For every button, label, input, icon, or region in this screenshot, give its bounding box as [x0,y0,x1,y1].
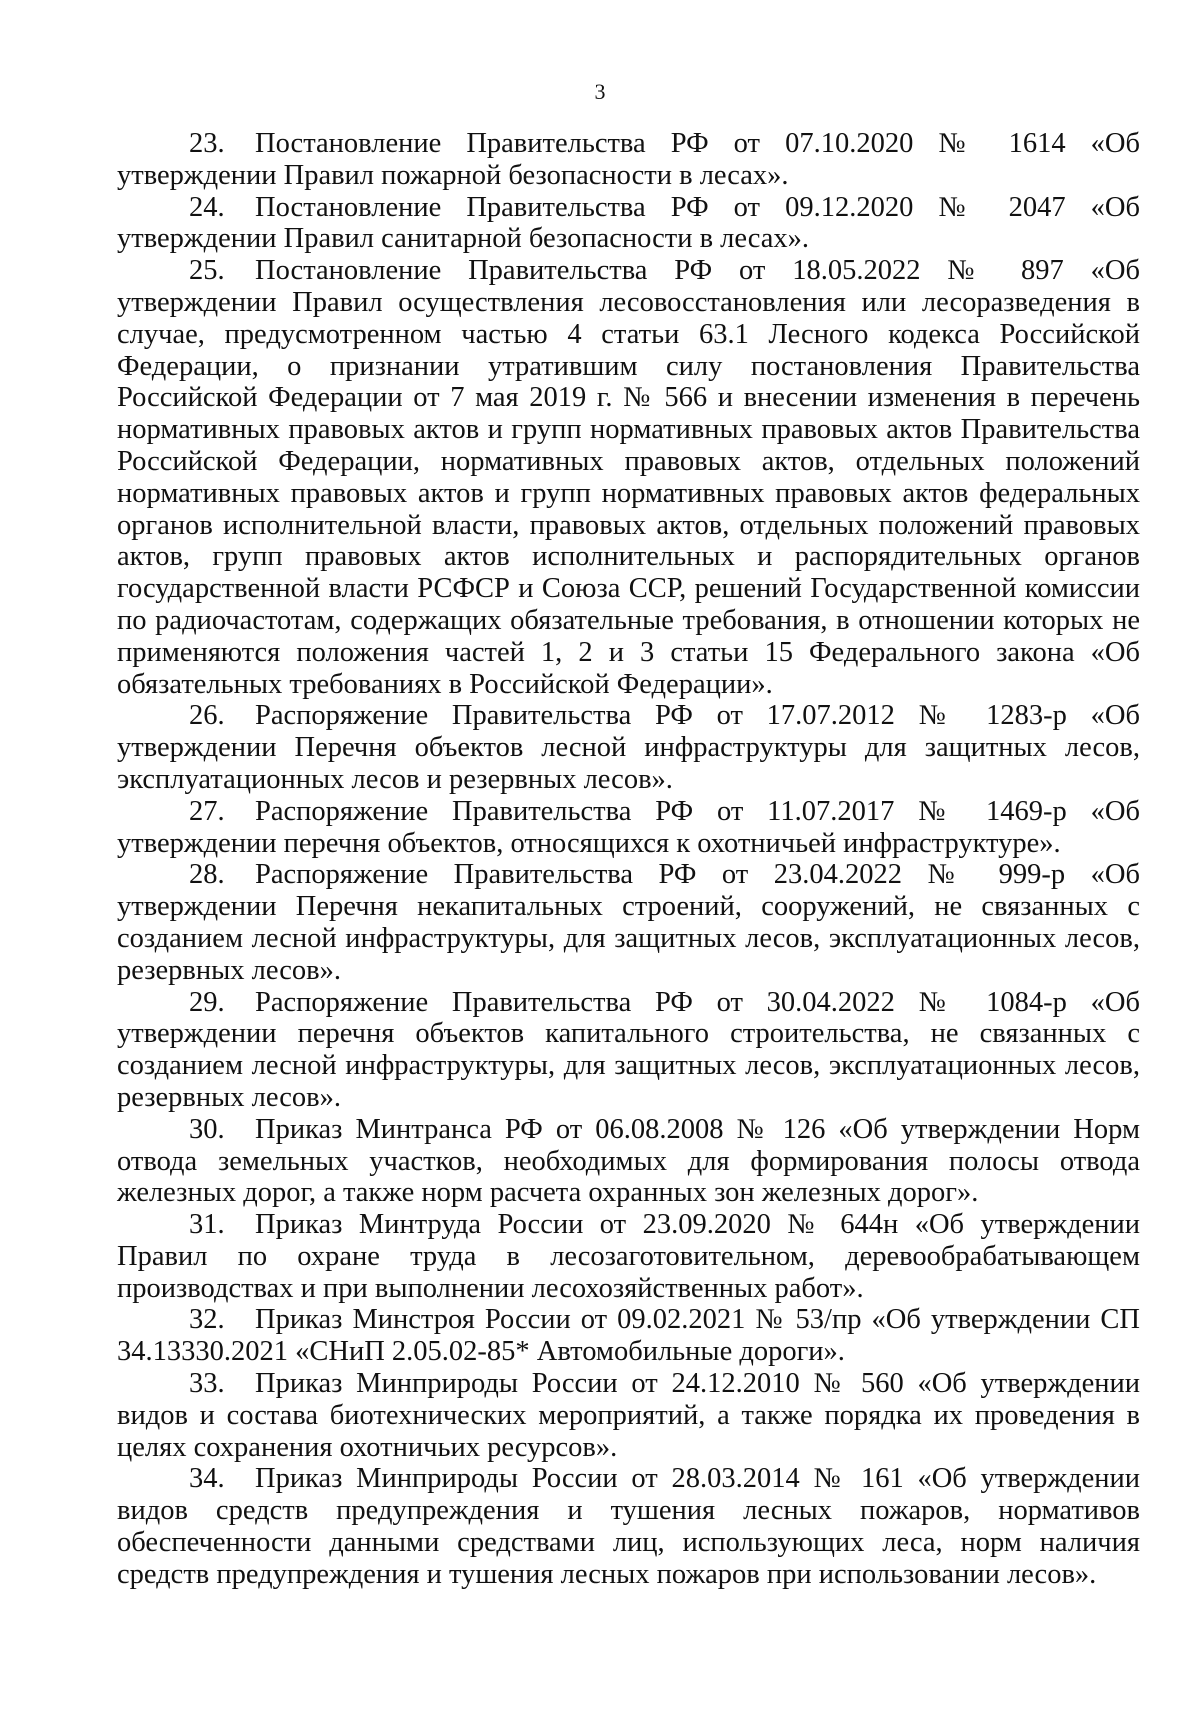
list-item [117,796,1140,860]
item-text: Распоряжение Правительства РФ от 17.07.2012 № 1283-р «Об утверждении Перечня объектов лесной инфраструктуры для защитных лесов, эксплуатационных лесов и резервных лесов». [117,700,1140,795]
item-number: 31. [189,1209,225,1241]
item-number: 32. [189,1304,225,1336]
list-item [117,1463,1140,1590]
item-text: Постановление Правительства РФ от 09.12.2020 № 2047 «Об утверждении Правил санитарной безопасности в лесах». [117,191,1140,255]
item-number: 30. [189,1113,225,1145]
regulations-list [117,128,1140,1591]
list-item [117,255,1140,700]
item-text: Распоряжение Правительства РФ от 30.04.2022 № 1084-р «Об утверждении перечня объектов капитального строительства, не связанных с созданием лесной инфраструктуры, для защитных лесов, эксплуатационных лесов, резервных лесов». [117,986,1140,1113]
item-number: 25. [189,255,225,287]
item-text: Постановление Правительства РФ от 07.10.2020 № 1614 «Об утверждении Правил пожарной безопасности в лесах». [117,128,1140,191]
item-text: Приказ Минприроды России от 28.03.2014 № 161 «Об утверждении видов средств предупреждения и тушения лесных пожаров, нормативов обеспеченности данными средствами лиц, использующих леса, норм наличия средств предупреждения и тушения лесных пожаров при использовании лесов». [117,1463,1140,1590]
item-text: Приказ Минтруда России от 23.09.2020 № 644н «Об утверждении Правил по охране труда в лесозаготовительном, деревообрабатывающем производствах и при выполнении лесохозяйственных работ». [117,1209,1140,1304]
item-number: 33. [189,1368,225,1400]
list-item [117,1209,1140,1304]
item-number: 27. [189,795,225,827]
list-item [117,700,1140,795]
page-number: 3 [594,79,606,104]
item-number: 28. [189,859,225,891]
list-item [117,1368,1140,1463]
item-text: Распоряжение Правительства РФ от 11.07.2017 № 1469-р «Об утверждении перечня объектов, относящихся к охотничьей инфраструктуре». [117,795,1140,859]
item-number: 23. [189,128,225,159]
item-text: Постановление Правительства РФ от 18.05.2022 № 897 «Об утверждении Правил осуществления лесовосстановления или лесоразведения в случае, предусмотренном частью 4 статьи 63.1 Лесного кодекса Российской Федерации, о признании утратившим силу постановления Правительства Российской Федерации от 7 мая 2019 г. № 566 и внесении изменения в перечень нормативных правовых актов и групп нормативных правовых актов Правительства Российской Федерации, нормативных правовых актов, отдельных положений нормативных правовых актов и групп нормативных правовых актов федеральных органов исполнительной власти, правовых актов, отдельных положений правовых актов, групп правовых актов исполнительных и распорядительных органов государственной власти РСФСР и Союза ССР, решений Государственной комиссии по радиочастотам, содержащих обязательные требования, в отношении которых не применяются положения частей 1, 2 и 3 статьи 15 Федерального закона «Об обязательных требованиях в Российской Федерации». [117,255,1140,700]
item-text: Приказ Минстроя России от 09.02.2021 № 53/пр «Об утверждении СП 34.13330.2021 «СНиП 2.05.02-85* Автомобильные дороги». [117,1304,1140,1368]
item-number: 26. [189,700,225,732]
item-text: Приказ Минприроды России от 24.12.2010 № 560 «Об утверждении видов и состава биотехнических мероприятий, а также порядка их проведения в целях сохранения охотничьих ресурсов». [117,1368,1140,1463]
item-text: Приказ Минтранса РФ от 06.08.2008 № 126 «Об утверждении Норм отвода земельных участков, необходимых для формирования полосы отвода железных дорог, а также норм расчета охранных зон железных дорог». [117,1113,1140,1209]
list-item [117,1114,1140,1209]
item-number: 34. [189,1463,225,1495]
list-item [117,859,1140,986]
item-number: 24. [189,191,225,223]
item-text: Распоряжение Правительства РФ от 23.04.2022 № 999-р «Об утверждении Перечня некапитальных строений, сооружений, не связанных с созданием лесной инфраструктуры, для защитных лесов, эксплуатационных лесов, резервных лесов». [117,859,1140,986]
list-item [117,987,1140,1114]
list-item [117,1304,1140,1368]
item-number: 29. [189,986,225,1018]
list-item [117,128,1140,192]
list-item [117,192,1140,256]
